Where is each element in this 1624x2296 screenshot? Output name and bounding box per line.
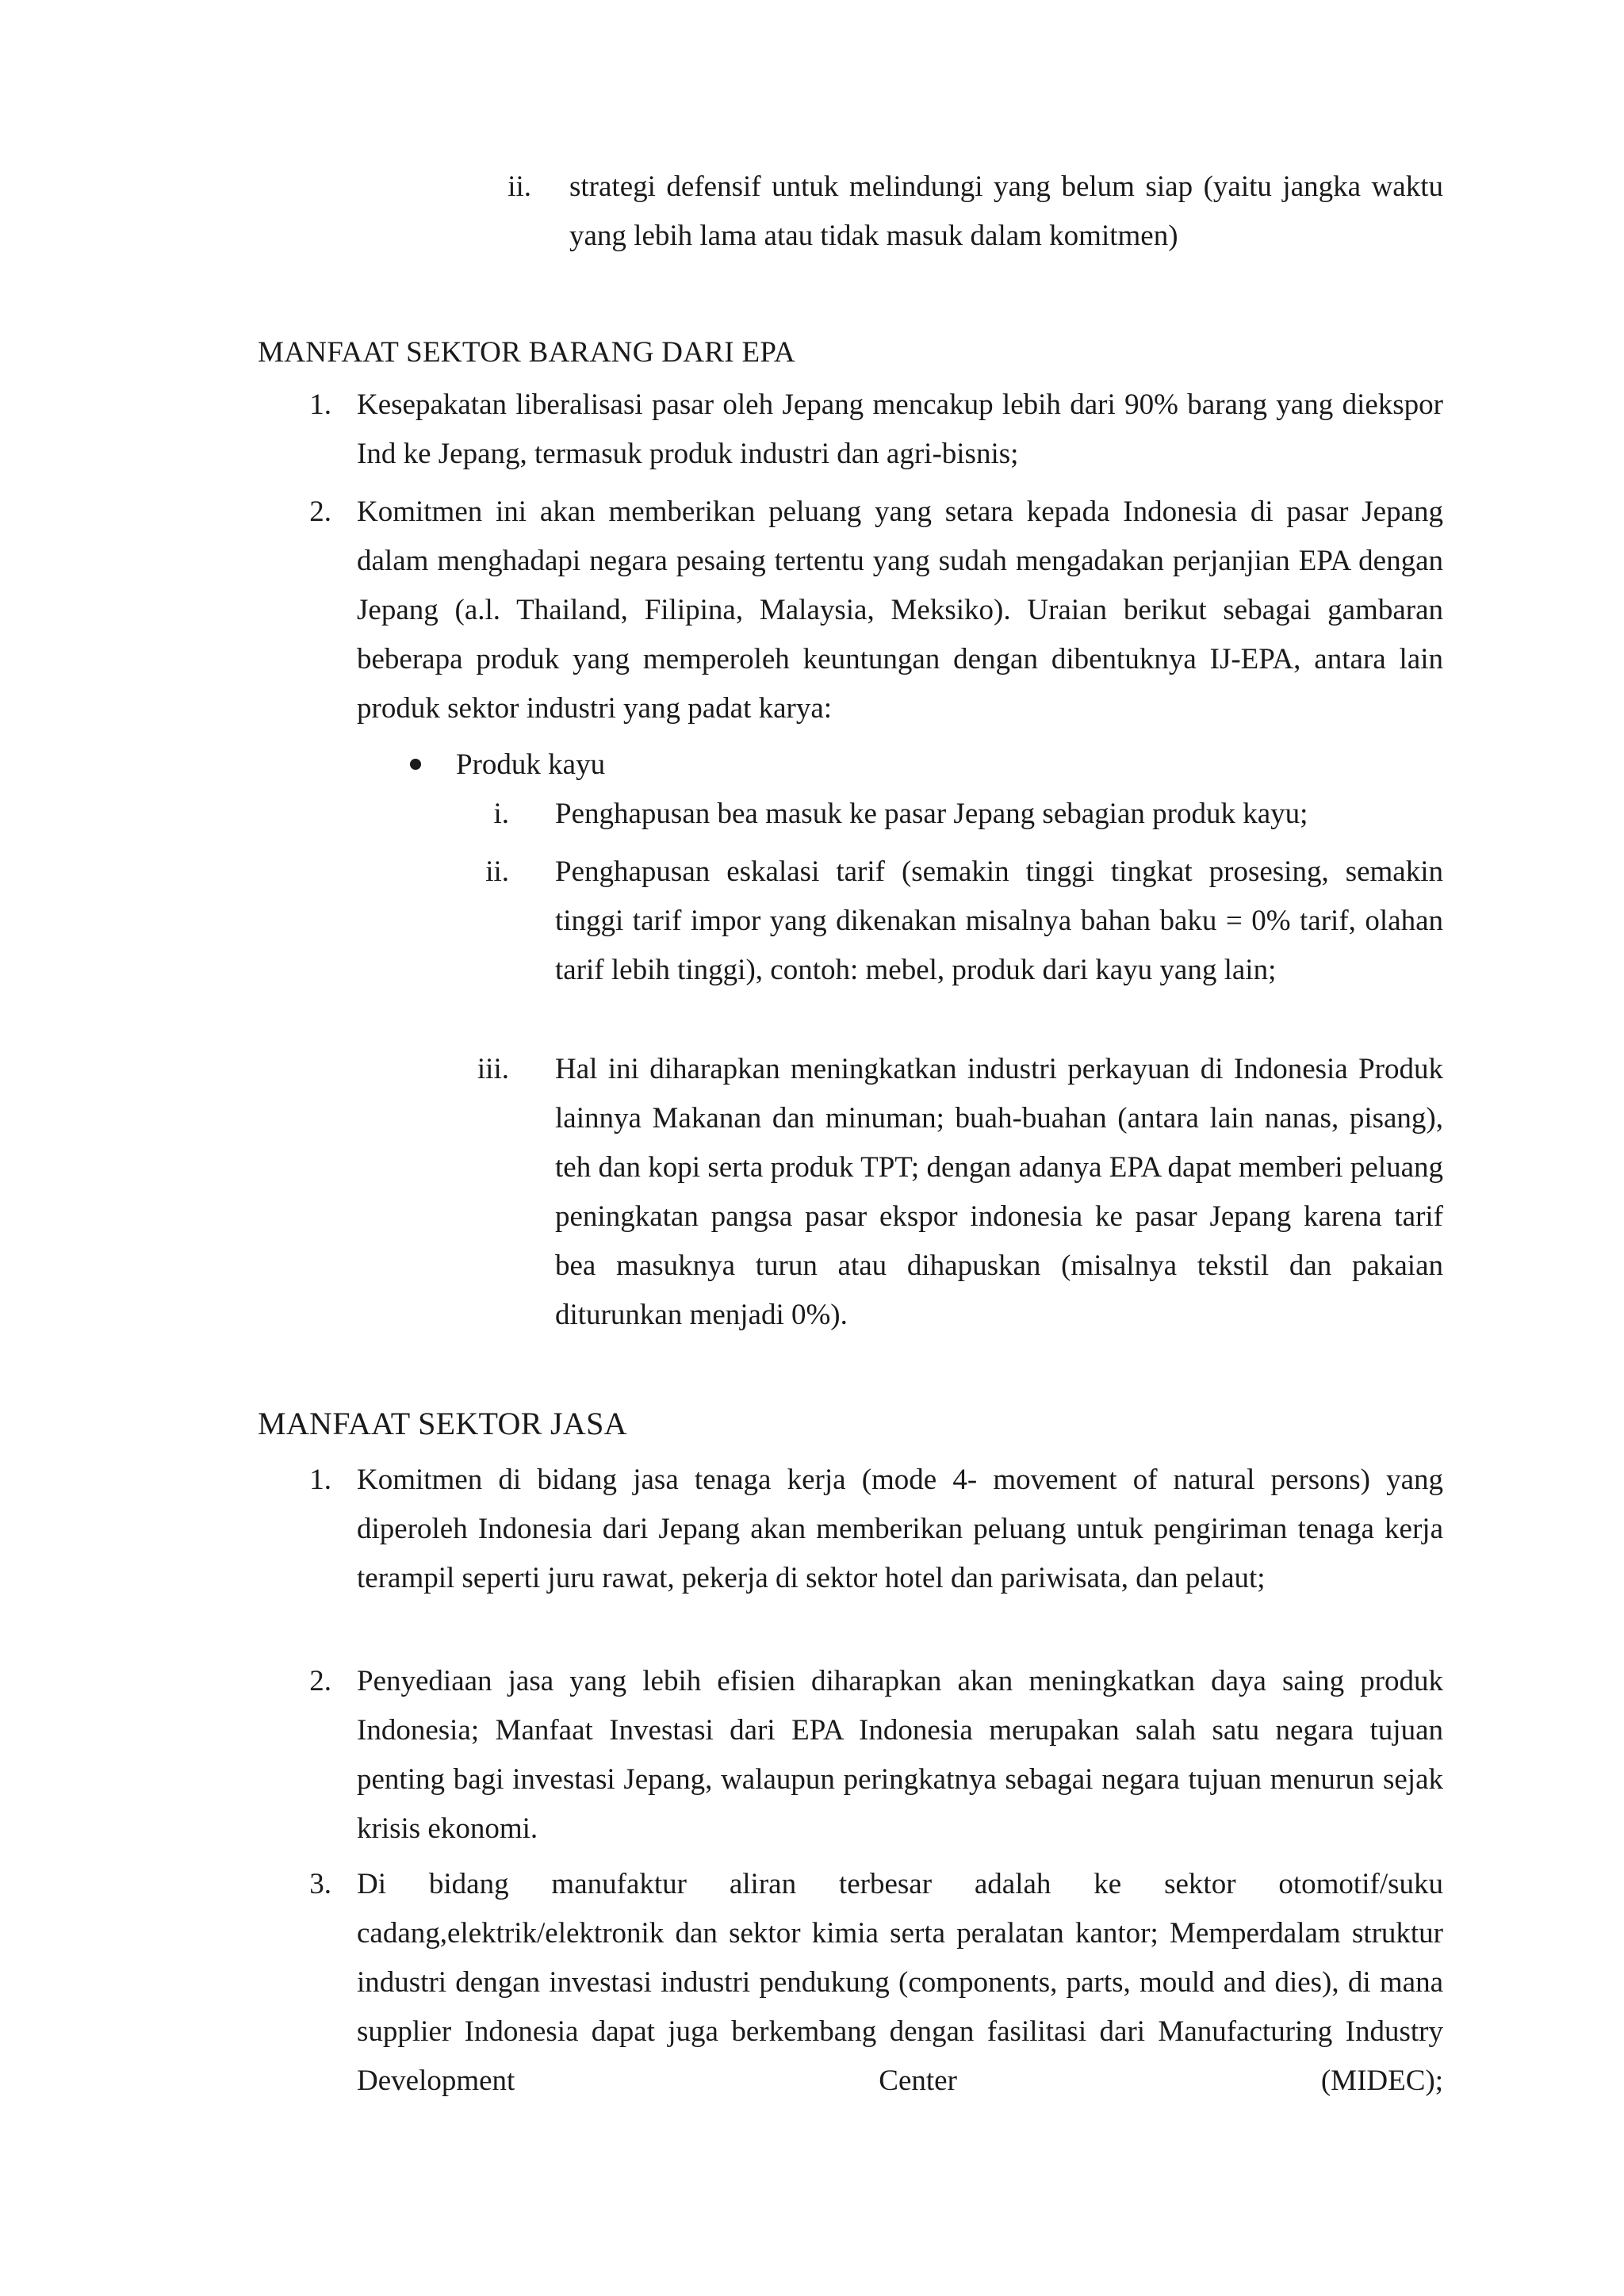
jasa-item-3-text: Di bidang manufaktur aliran terbesar adalah ke sektor otomotif/suku cadang,elektrik/elektronik dan sektor kimia serta peralatan kantor; Memperdalam struktur industri dengan investasi industri pendukung (components, parts, mould and dies), di mana supplier Indonesia dapat juga berkembang dengan fasilitasi dari Manufacturing Industry Development Center (MIDEC); (357, 1868, 1443, 2097)
kayu-subitem-2-text: Penghapusan eskalasi tarif (semakin tinggi tingkat prosesing, semakin tinggi tarif impor yang dikenakan misalnya bahan baku = 0% tarif, olahan tarif lebih tinggi), contoh: mebel, produk dari kayu yang lain; (555, 855, 1443, 986)
bullet-icon (410, 759, 421, 770)
jasa-item-3-marker: 3. (309, 1868, 331, 1900)
kayu-subitem-1-text: Penghapusan bea masuk ke pasar Jepang sebagian produk kayu; (555, 798, 1308, 830)
intro-item-marker: ii. (508, 170, 531, 203)
barang-item-2-marker: 2. (309, 496, 331, 528)
jasa-item-2-text: Penyediaan jasa yang lebih efisien diharapkan akan meningkatkan daya saing produk Indonesia; Manfaat Investasi dari EPA Indonesia merupakan salah satu negara tujuan penting bagi investasi Jepang, walaupun peringkatnya sebagai negara tujuan menurun sejak krisis ekonomi. (357, 1665, 1443, 1845)
jasa-item-1-marker: 1. (309, 1464, 331, 1496)
kayu-subitem-3-marker: iii. (477, 1053, 509, 1085)
jasa-item-1-text: Komitmen di bidang jasa tenaga kerja (mode 4- movement of natural persons) yang diperoleh Indonesia dari Jepang akan memberikan peluang untuk pengiriman tenaga kerja terampil seperti juru rawat, pekerja di sektor hotel dan pariwisata, dan pelaut; (357, 1464, 1443, 1594)
intro-item-text: strategi defensif untuk melindungi yang belum siap (yaitu jangka waktu yang lebih lama atau tidak masuk dalam komitmen) (569, 170, 1443, 252)
barang-item-1-text: Kesepakatan liberalisasi pasar oleh Jepang mencakup lebih dari 90% barang yang diekspor Ind ke Jepang, termasuk produk industri dan agri-bisnis; (357, 388, 1443, 470)
section-heading-barang: MANFAAT SEKTOR BARANG DARI EPA (258, 336, 795, 369)
section-heading-jasa: MANFAAT SEKTOR JASA (258, 1406, 627, 1441)
barang-item-1-marker: 1. (309, 388, 331, 421)
jasa-item-2-marker: 2. (309, 1665, 331, 1697)
bullet-text-produk-kayu: Produk kayu (456, 748, 606, 781)
barang-item-2-text: Komitmen ini akan memberikan peluang yang setara kepada Indonesia di pasar Jepang dalam menghadapi negara pesaing tertentu yang sudah mengadakan perjanjian EPA dengan Jepang (a.l. Thailand, Filipina, Malaysia, Meksiko). Uraian berikut sebagai gambaran beberapa produk yang memperoleh keuntungan dengan dibentuknya IJ-EPA, antara lain produk sektor industri yang padat karya: (357, 496, 1443, 725)
kayu-subitem-2-marker: ii. (485, 855, 509, 888)
kayu-subitem-1-marker: i. (493, 798, 509, 830)
kayu-subitem-3-text: Hal ini diharapkan meningkatkan industri perkayuan di Indonesia Produk lainnya Makanan dan minuman; buah-buahan (antara lain nanas, pisang), teh dan kopi serta produk TPT; dengan adanya EPA dapat memberi peluang peningkatan pangsa pasar ekspor indonesia ke pasar Jepang karena tarif bea masuknya turun atau dihapuskan (misalnya tekstil dan pakaian diturunkan menjadi 0%). (555, 1053, 1443, 1331)
